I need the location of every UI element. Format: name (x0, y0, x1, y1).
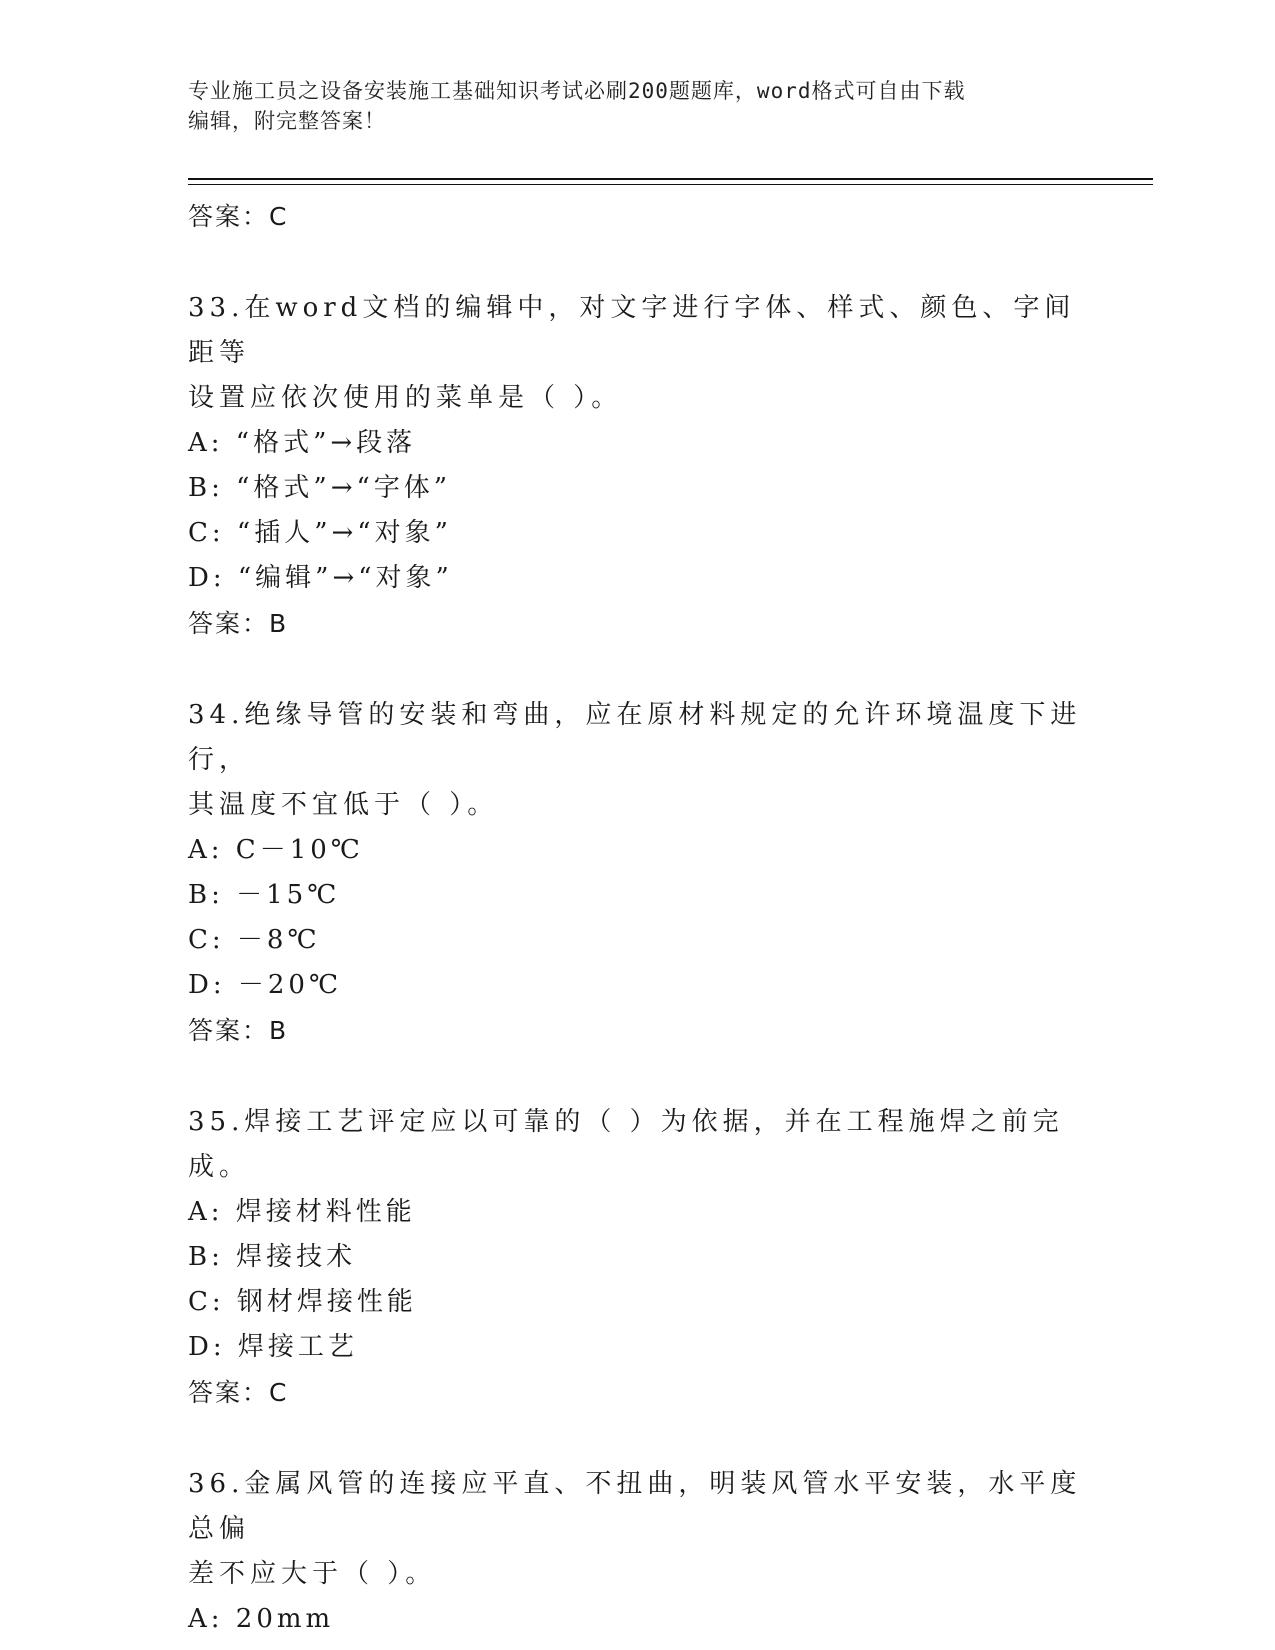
spacer (188, 1054, 1088, 1100)
question-text-line-1: 34.绝缘导管的安装和弯曲，应在原材料规定的允许环境温度下进行， (188, 700, 1082, 775)
question-text-line-1: 35.焊接工艺评定应以可靠的（ ）为依据，并在工程施焊之前完成。 (188, 1107, 1064, 1182)
question-text-line-1: 36.金属风管的连接应平直、不扭曲，明装风管水平安装，水平度总偏 (188, 1469, 1082, 1544)
spacer (188, 240, 1088, 286)
question-block (188, 1462, 1088, 1642)
option-d: D: －20℃ (188, 970, 343, 1000)
answer-label: 答案：C (188, 202, 289, 231)
option-a: A: C－10℃ (188, 835, 364, 865)
option-a: A: 20mm (188, 1604, 335, 1634)
option-b: B: “格式”→“字体” (188, 473, 452, 503)
spacer (188, 647, 1088, 693)
answer-label: 答案：B (188, 609, 289, 638)
option-d: D: “编辑”→“对象” (188, 563, 453, 593)
header-title-line-1: 专业施工员之设备安装施工基础知识考试必刷200题题库，word格式可自由下载 (188, 79, 966, 103)
question-text-line-2: 差不应大于（ ）。 (188, 1559, 437, 1589)
spacer (188, 1416, 1088, 1462)
header-divider (188, 178, 1153, 180)
question-block (188, 693, 1088, 1054)
question-block (188, 286, 1088, 647)
option-c: C: 钢材焊接性能 (188, 1287, 417, 1317)
document-header (188, 76, 1088, 136)
option-c: C: －8℃ (188, 925, 321, 955)
answer-label: 答案：B (188, 1016, 289, 1045)
question-text-line-2: 设置应依次使用的菜单是（ ）。 (188, 383, 623, 413)
header-title-line-2: 编辑，附完整答案！ (188, 109, 386, 133)
option-a: A: 焊接材料性能 (188, 1197, 416, 1227)
answer-label: 答案：C (188, 1378, 289, 1407)
option-c: C: “插人”→“对象” (188, 518, 452, 548)
option-b: B: 焊接技术 (188, 1242, 357, 1272)
option-d: D: 焊接工艺 (188, 1332, 358, 1362)
question-text-line-1: 33.在word文档的编辑中，对文字进行字体、样式、颜色、字间距等 (188, 293, 1076, 368)
header-divider-thin (188, 184, 1153, 185)
option-a: A: “格式”→段落 (188, 428, 417, 458)
question-text-line-2: 其温度不宜低于（ ）。 (188, 790, 499, 820)
question-list (188, 190, 1088, 1642)
question-block (188, 1100, 1088, 1416)
option-b: B: －15℃ (188, 880, 341, 910)
